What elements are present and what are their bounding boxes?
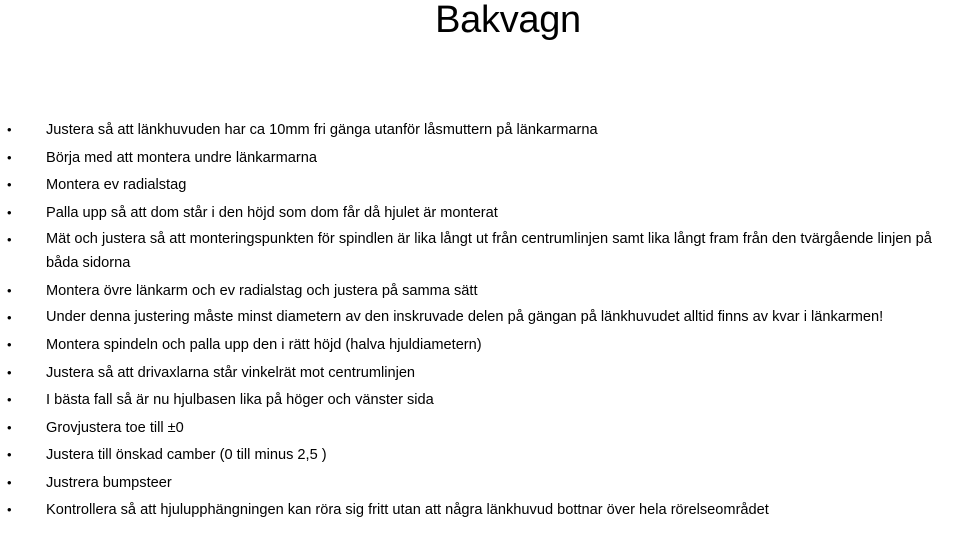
bullet-text: Under denna justering måste minst diametern av den inskruvade delen på gängan på länkhuvudet alltid finns av kvar i länkarmen! (46, 309, 884, 325)
bullet-text: Justera till önskad camber (0 till minus 2,5 ) (46, 447, 327, 463)
bullet-dot-icon: • (7, 204, 12, 220)
bullet-item (0, 443, 960, 467)
bullet-dot-icon: • (7, 337, 12, 352)
bullet-dot-icon: • (7, 232, 12, 247)
bullet-dot-icon: • (7, 310, 12, 325)
bullet-dot-icon: • (7, 177, 12, 192)
bullet-text: Montera ev radialstag (46, 177, 187, 193)
bullet-text: Mät och justera så att monteringspunkten för spindlen är lika långt ut från centrumlinjen samt lika långt fram från den tvärgående linjen på båda sidorna (46, 231, 932, 271)
bullet-text: Börja med att montera undre länkarmarna (46, 149, 317, 166)
bullet-dot-icon: • (7, 364, 12, 380)
bullet-dot-icon: • (7, 419, 12, 435)
bullet-dot-icon: • (7, 122, 12, 137)
bullet-item (0, 388, 960, 412)
bullet-dot-icon: • (7, 282, 12, 298)
bullet-dot-icon: • (7, 392, 12, 407)
bullet-text: Justrera bumpsteer (46, 474, 172, 491)
bullet-dot-icon: • (7, 149, 12, 165)
bullet-text: Kontrollera så att hjulupphängningen kan röra sig fritt utan att några länkhuvud bottnar över hela rörelseområdet (46, 502, 769, 518)
bullet-text: Palla upp så att dom står i den höjd som dom får då hjulet är monterat (46, 204, 498, 221)
bullet-list (0, 118, 960, 526)
bullet-item (0, 361, 960, 385)
bullet-text: I bästa fall så är nu hjulbasen lika på höger och vänster sida (46, 392, 434, 408)
bullet-item (0, 471, 960, 495)
bullet-text: Montera övre länkarm och ev radialstag och justera på samma sätt (46, 282, 478, 299)
bullet-item (0, 333, 960, 357)
bullet-item (0, 118, 960, 142)
bullet-item (0, 146, 960, 170)
bullet-text: Justera så att länkhuvuden har ca 10mm fri gänga utanför låsmuttern på länkarmarna (46, 122, 598, 138)
bullet-item (0, 228, 960, 275)
bullet-item (0, 306, 960, 330)
bullet-item (0, 279, 960, 303)
bullet-item (0, 498, 960, 522)
bullet-item (0, 173, 960, 197)
bullet-dot-icon: • (7, 474, 12, 490)
bullet-dot-icon: • (7, 447, 12, 462)
bullet-item (0, 201, 960, 225)
bullet-item (0, 416, 960, 440)
slide-title: Bakvagn (435, 0, 581, 41)
bullet-dot-icon: • (7, 502, 12, 517)
bullet-text: Grovjustera toe till ±0 (46, 419, 184, 436)
bullet-text: Justera så att drivaxlarna står vinkelrät mot centrumlinjen (46, 364, 416, 381)
bullet-text: Montera spindeln och palla upp den i rätt höjd (halva hjuldiametern) (46, 337, 482, 353)
